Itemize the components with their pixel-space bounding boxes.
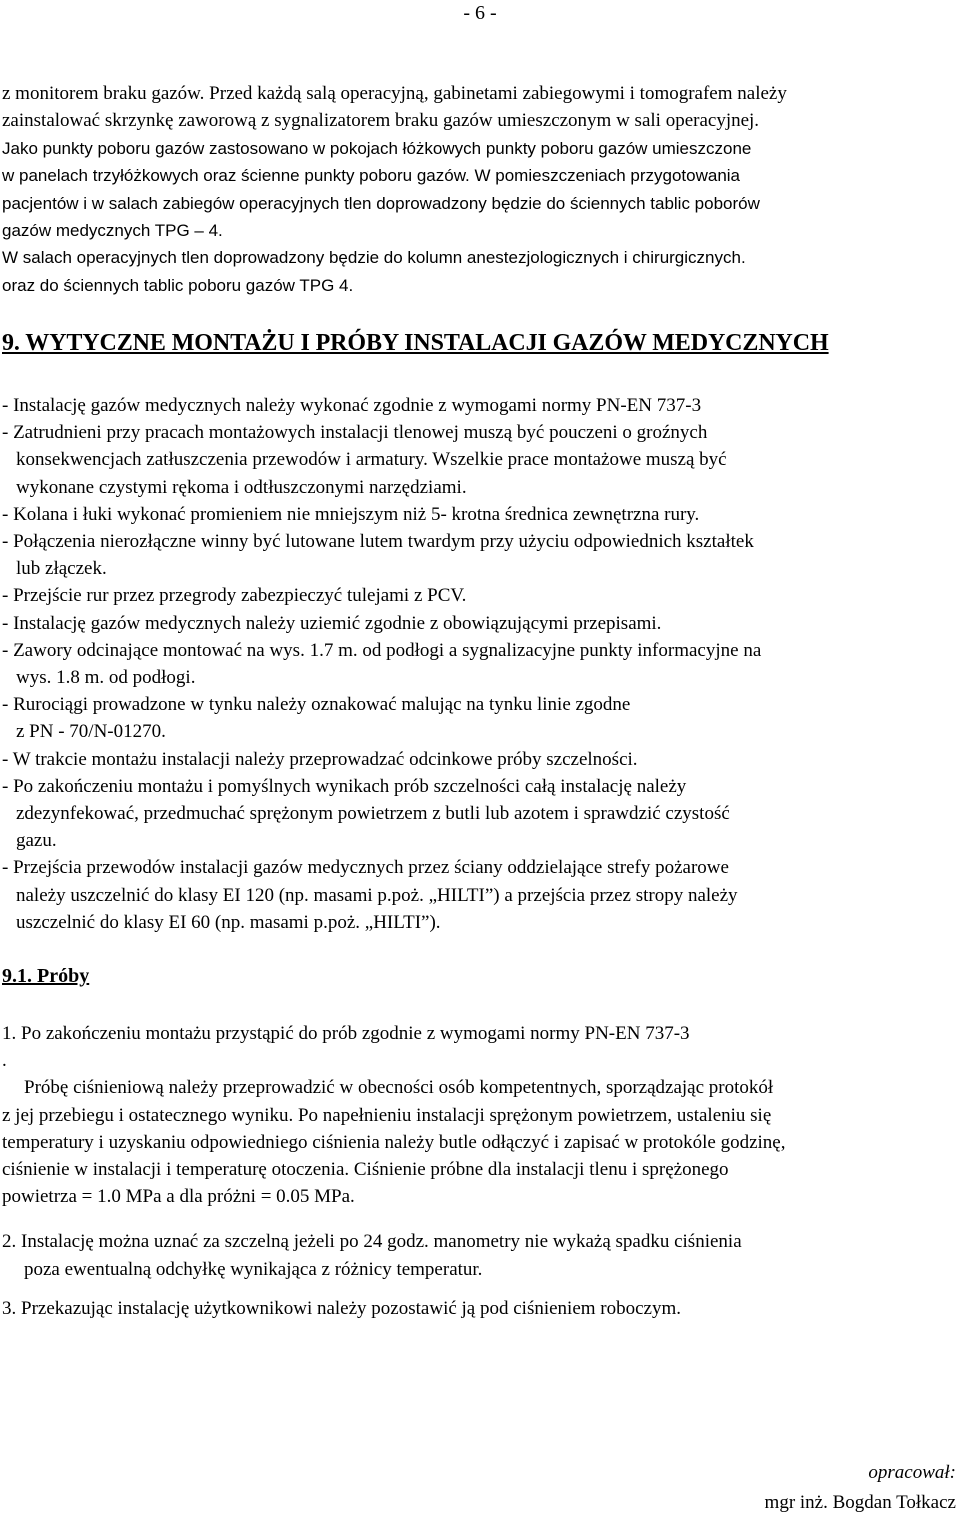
tests-paragraph-1-line: 1. Po zakończeniu montażu przystąpić do prób zgodnie z wymogami normy PN-EN 737-3 bbox=[2, 1023, 690, 1044]
tests-paragraph-2-line: poza ewentualną odchyłkę wynikająca z różnicy temperatur. bbox=[24, 1258, 483, 1280]
list-item: - Po zakończeniu montażu i pomyślnych wynikach prób szczelności całą instalację należy bbox=[2, 775, 687, 797]
signature-name: mgr inż. Bogdan Tołkacz bbox=[764, 1492, 956, 1513]
intro-line-part: w panelach trzyłóżkowych oraz ścienne punkty poboru gazów. bbox=[2, 166, 470, 186]
list-item: - Kolana i łuki wykonać promieniem nie mniejszym niż 5- krotna średnica zewnętrzna rury. bbox=[2, 503, 700, 525]
tests-paragraph-3-line: 3. Przekazując instalację użytkownikowi należy pozostawić ją pod ciśnieniem roboczym. bbox=[2, 1297, 682, 1319]
tests-paragraph-1-line: ciśnienie w instalacji i temperaturę otoczenia. Ciśnienie próbne dla instalacji tlenu i sprężonego bbox=[2, 1159, 729, 1181]
intro-line bbox=[2, 162, 958, 189]
list-item: - Połączenia nierozłączne winny być lutowane lutem twardym przy użyciu odpowiednich kształtek bbox=[2, 531, 754, 553]
intro-paragraph bbox=[2, 80, 958, 299]
list-item: - Przejście rur przez przegrody zabezpieczyć tulejami z PCV. bbox=[2, 585, 467, 607]
tests-paragraph-1-line: z jej przebiegu i ostatecznego wyniku. Po napełnieniu instalacji sprężonym powietrzem, ustaleniu się bbox=[2, 1104, 772, 1126]
page-number: - 6 - bbox=[463, 2, 497, 24]
intro-line: Jako punkty poboru gazów zastosowano w pokojach łóżkowych punkty poboru gazów umieszczone bbox=[2, 138, 752, 158]
intro-line: W salach operacyjnych tlen doprowadzony będzie do kolumn anestezjologicznych i chirurgicznych. bbox=[2, 248, 746, 268]
list-item: - Instalację gazów medycznych należy uziemić zgodnie z obowiązującymi przepisami. bbox=[2, 612, 662, 634]
tests-paragraph-1-line: Próbę ciśnieniową należy przeprowadzić w obecności osób kompetentnych, sporządzając protokół bbox=[24, 1077, 774, 1099]
spacer bbox=[2, 1210, 958, 1228]
intro-line: gazów medycznych TPG – 4. bbox=[2, 221, 223, 241]
intro-line-part: W pomieszczeniach przygotowania bbox=[474, 166, 741, 186]
intro-line: z monitorem braku gazów. Przed każdą salą operacyjną, gabinetami zabiegowymi i tomografem należy bbox=[2, 83, 787, 104]
list-item-continuation: gazu. bbox=[16, 830, 57, 852]
intro-line: pacjentów i w salach zabiegów operacyjnych tlen doprowadzony będzie do ściennych tablic poborów bbox=[2, 193, 760, 213]
list-item-continuation: konsekwencjach zatłuszczenia przewodów i armatury. Wszelkie prace montażowe muszą być bbox=[16, 449, 727, 471]
list-item-continuation: zdezynfekować, przedmuchać sprężonym powietrzem z butli lub azotem i sprawdzić czystość bbox=[16, 803, 730, 825]
list-item-continuation: z PN - 70/N-01270. bbox=[16, 721, 166, 743]
list-item-continuation: należy uszczelnić do klasy EI 120 (np. masami p.poż. „HILTI”) a przejścia przez stropy należy bbox=[16, 884, 738, 906]
list-item-continuation: uszczelnić do klasy EI 60 (np. masami p.poż. „HILTI”). bbox=[16, 911, 441, 933]
intro-line: oraz do ściennych tablic poboru gazów TPG 4. bbox=[2, 275, 354, 295]
tests-section bbox=[2, 1020, 958, 1322]
list-item: - Rurociągi prowadzone w tynku należy oznakować malując na tynku linie zgodne bbox=[2, 694, 631, 716]
list-item-continuation: wykonane czystymi rękoma i odtłuszczonymi narzędziami. bbox=[16, 476, 467, 498]
list-item: - Zawory odcinające montować na wys. 1.7 m. od podłogi a sygnalizacyjne punkty informacyjne na bbox=[2, 639, 762, 661]
tests-paragraph-2-line: 2. Instalację można uznać za szczelną jeżeli po 24 godz. manometry nie wykażą spadku ciśnienia bbox=[2, 1231, 742, 1253]
list-item: - Instalację gazów medycznych należy wykonać zgodnie z wymogami normy PN-EN 737-3 bbox=[2, 395, 702, 416]
intro-line: zainstalować skrzynkę zaworową z sygnalizatorem braku gazów umieszczonym w sali operacyjnej. bbox=[2, 110, 760, 132]
list-item-continuation: wys. 1.8 m. od podłogi. bbox=[16, 667, 196, 689]
signature-block bbox=[765, 1458, 956, 1518]
tests-paragraph-1-line: . bbox=[2, 1050, 7, 1072]
section-9-heading: 9. WYTYCZNE MONTAŻU I PRÓBY INSTALACJI GAZÓW MEDYCZNYCH bbox=[2, 330, 829, 356]
list-item: - Przejścia przewodów instalacji gazów medycznych przez ściany oddzielające strefy pożarowe bbox=[2, 857, 729, 879]
list-item-continuation: lub złączek. bbox=[16, 558, 107, 580]
spacer bbox=[2, 1283, 958, 1295]
signature-role: opracował: bbox=[868, 1462, 956, 1483]
section-9-list bbox=[2, 392, 958, 936]
section-9-1-heading: 9.1. Próby bbox=[2, 965, 90, 987]
tests-paragraph-1-line: powietrza = 1.0 MPa a dla próżni = 0.05 MPa. bbox=[2, 1186, 355, 1208]
tests-paragraph-1-line: temperatury i uzyskaniu odpowiedniego ciśnienia należy butle odłączyć i zapisać w protokóle godzinę, bbox=[2, 1131, 786, 1153]
list-item: - Zatrudnieni przy pracach montażowych instalacji tlenowej muszą być pouczeni o groźnych bbox=[2, 422, 708, 444]
list-item: - W trakcie montażu instalacji należy przeprowadzać odcinkowe próby szczelności. bbox=[2, 748, 638, 770]
